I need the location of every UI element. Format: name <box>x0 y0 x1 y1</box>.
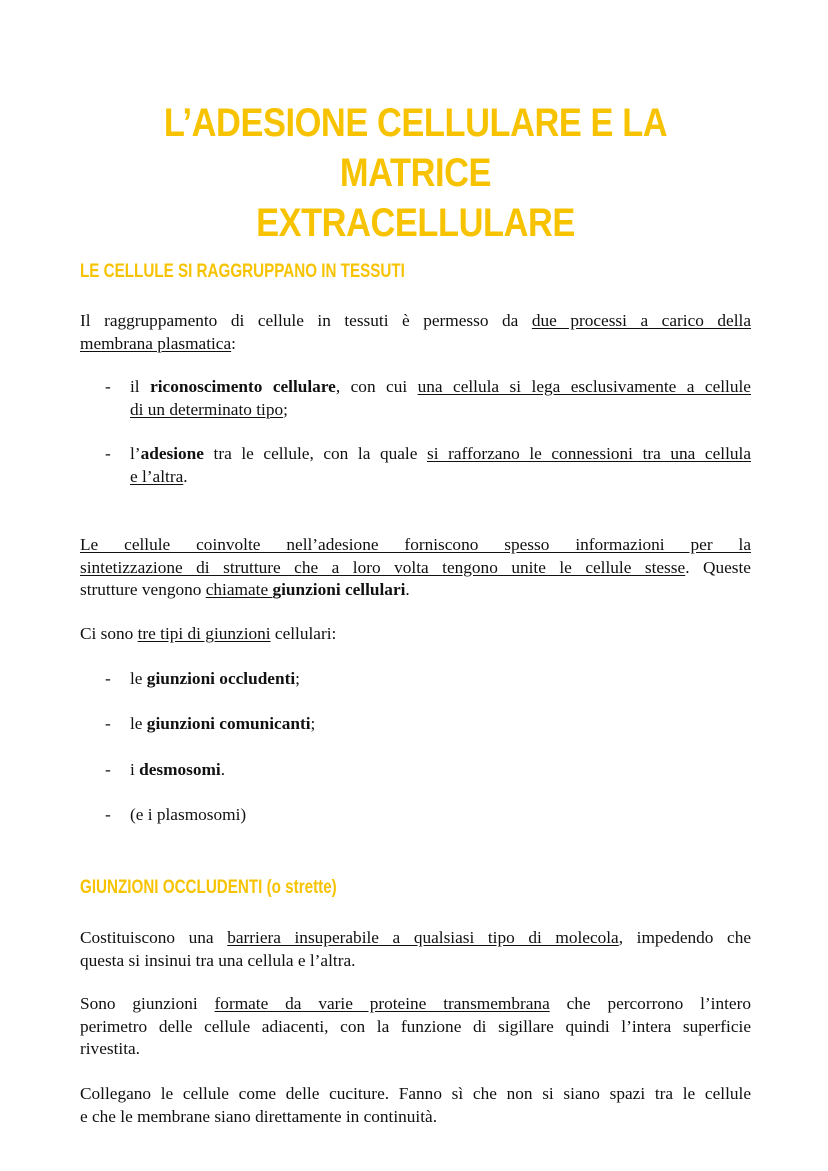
occludenti-paragraph-3: Collegano le cellule come delle cuciture. Fanno sì che non si siano spazi tra le cellule e che le membrane siano direttamente in continuità. <box>80 1084 751 1126</box>
section-heading-occludenti: GIUNZIONI OCCLUDENTI (o strette) <box>80 877 337 898</box>
occludenti-paragraph-2: Sono giunzioni formate da varie proteine transmembrana che percorrono l’intero perimetro delle cellule adiacenti, con la funzione di sigillare quindi l’intera superficie rivestita. <box>80 994 751 1058</box>
list-dash: - <box>105 714 111 733</box>
occludenti-paragraph-1: Costituiscono una barriera insuperabile a qualsiasi tipo di molecola, impedendo che questa si insinui tra una cellula e l’altra. <box>80 928 752 970</box>
section-heading-tessuti: LE CELLULE SI RAGGRUPPANO IN TESSUTI <box>80 261 405 282</box>
junction-types-intro: Ci sono tre tipi di giunzioni cellulari: <box>80 624 337 643</box>
intro-paragraph: Il raggruppamento di cellule in tessuti è permesso da due processi a carico della membrana plasmatica: <box>80 311 751 353</box>
page-title <box>127 98 704 248</box>
list-dash: - <box>105 669 111 688</box>
list-dash: - <box>105 444 111 463</box>
list-dash: - <box>105 805 111 824</box>
list-dash: - <box>105 760 111 779</box>
adhesion-paragraph: Le cellule coinvolte nell’adesione forniscono spesso informazioni per la sintetizzazione di strutture che a loro volta tengono unite le cellule stesse. Queste strutture vengono chiamate giunzioni cellulari. <box>80 535 751 599</box>
list-dash: - <box>105 377 111 396</box>
title-line-2: EXTRACELLULARE <box>256 201 575 245</box>
title-line-1: L’ADESIONE CELLULARE E LA MATRICE <box>163 101 668 195</box>
